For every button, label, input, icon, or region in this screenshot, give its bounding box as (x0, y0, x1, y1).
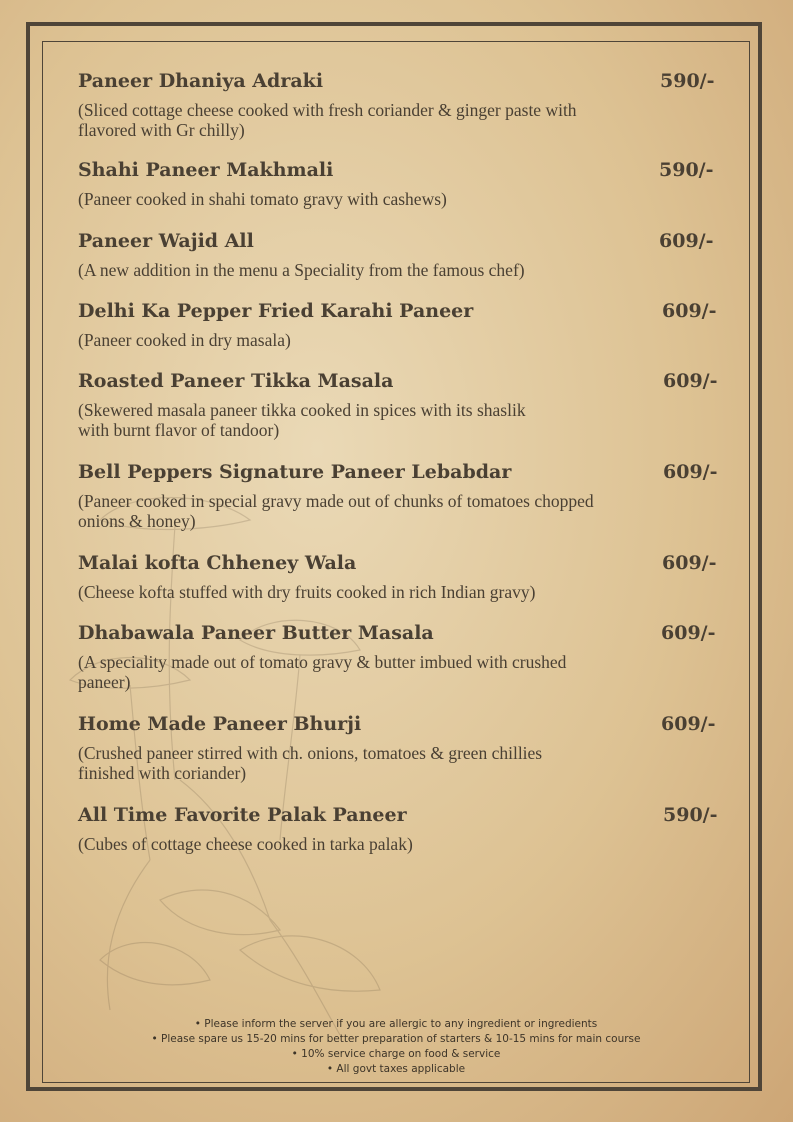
item-price: 590/- (660, 70, 715, 92)
item-description: (Cubes of cottage cheese cooked in tarka palak) (78, 834, 413, 854)
menu-item (78, 300, 718, 350)
menu-item (78, 713, 718, 783)
item-description: (A speciality made out of tomato gravy & butter imbued with crushed paneer) (78, 652, 567, 692)
note-taxes: • All govt taxes applicable (326, 1063, 466, 1075)
item-name: Home Made Paneer Bhurji (78, 713, 362, 735)
item-price: 609/- (662, 552, 717, 574)
item-name: Roasted Paneer Tikka Masala (78, 370, 394, 392)
item-description: (Paneer cooked in special gravy made out of chunks of tomatoes chopped onions & honey) (78, 491, 594, 531)
note-service-charge: • 10% service charge on food & service (291, 1048, 501, 1060)
item-price: 609/- (663, 370, 718, 392)
item-description: (Paneer cooked in shahi tomato gravy with cashews) (78, 189, 447, 209)
item-price: 590/- (659, 159, 714, 181)
menu-item (78, 622, 718, 692)
item-description: (Cheese kofta stuffed with dry fruits cooked in rich Indian gravy) (78, 582, 536, 602)
menu-item (78, 159, 718, 209)
item-price: 590/- (663, 804, 718, 826)
note-preparation-time: • Please spare us 15-20 mins for better preparation of starters & 10-15 mins for main course (151, 1033, 641, 1045)
menu-item (78, 461, 718, 531)
item-description: (Skewered masala paneer tikka cooked in spices with its shaslik with burnt flavor of tandoor) (78, 400, 526, 440)
menu-item (78, 370, 718, 440)
item-name: Paneer Wajid All (78, 230, 254, 252)
item-name: Delhi Ka Pepper Fried Karahi Paneer (78, 300, 474, 322)
menu-item (78, 804, 718, 854)
item-description: (Crushed paneer stirred with ch. onions, tomatoes & green chillies finished with coriander) (78, 743, 543, 783)
item-name: Malai kofta Chheney Wala (78, 552, 357, 574)
item-name: All Time Favorite Palak Paneer (78, 804, 407, 826)
item-description: (Paneer cooked in dry masala) (78, 330, 291, 350)
menu-item (78, 230, 718, 280)
menu-item (78, 70, 718, 140)
item-name: Dhabawala Paneer Butter Masala (78, 622, 434, 644)
item-price: 609/- (662, 300, 717, 322)
item-price: 609/- (663, 461, 718, 483)
note-allergy: • Please inform the server if you are allergic to any ingredient or ingredients (194, 1018, 598, 1030)
item-name: Shahi Paneer Makhmali (78, 159, 334, 181)
item-price: 609/- (661, 713, 716, 735)
item-description: (A new addition in the menu a Speciality from the famous chef) (78, 260, 525, 280)
item-name: Paneer Dhaniya Adraki (78, 70, 324, 92)
item-price: 609/- (659, 230, 714, 252)
menu-item (78, 552, 718, 602)
item-price: 609/- (661, 622, 716, 644)
item-name: Bell Peppers Signature Paneer Lebabdar (78, 461, 512, 483)
footer-notes (42, 1017, 750, 1077)
item-description: (Sliced cottage cheese cooked with fresh coriander & ginger paste with flavored with Gr chilly) (78, 100, 577, 140)
